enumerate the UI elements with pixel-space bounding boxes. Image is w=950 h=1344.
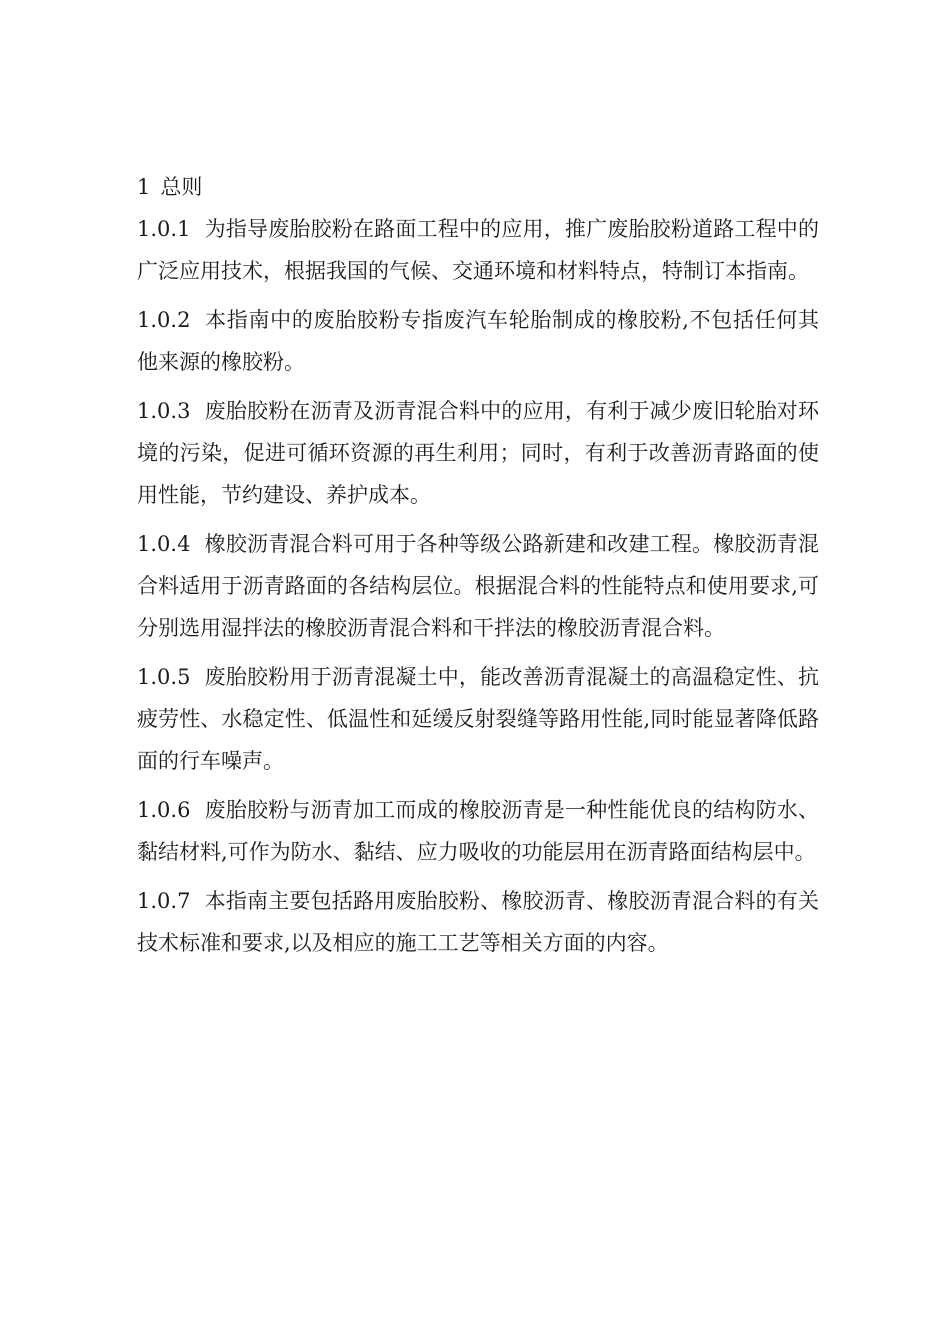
clause-text: 本指南中的废胎胶粉专指废汽车轮胎制成的橡胶粉,不包括任何其他来源的橡胶粉。 (137, 308, 819, 374)
clause-number: 1.0.4 (137, 532, 191, 556)
clause-number: 1.0.3 (137, 399, 191, 423)
clause-number: 1.0.5 (137, 665, 191, 689)
clause-1-0-4 (137, 523, 819, 649)
clause-text: 废胎胶粉与沥青加工而成的橡胶沥青是一种性能优良的结构防水、黏结材料,可作为防水、黏结、应力吸收的功能层用在沥青路面结构层中。 (137, 798, 819, 864)
chapter-number: 1 (137, 175, 151, 199)
clause-1-0-1 (137, 208, 819, 292)
clause-number: 1.0.2 (137, 308, 191, 332)
clause-1-0-6 (137, 789, 819, 873)
clause-number: 1.0.7 (137, 889, 191, 913)
clause-text: 废胎胶粉在沥青及沥青混合料中的应用，有利于减少废旧轮胎对环境的污染，促进可循环资源的再生利用；同时，有利于改善沥青路面的使用性能，节约建设、养护成本。 (137, 399, 819, 507)
document-page (137, 166, 819, 971)
clause-number: 1.0.6 (137, 798, 191, 822)
clause-1-0-3 (137, 390, 819, 516)
chapter-heading (137, 166, 819, 208)
clause-number: 1.0.1 (137, 217, 191, 241)
chapter-title: 总则 (160, 175, 203, 199)
clause-text: 废胎胶粉用于沥青混凝土中，能改善沥青混凝土的高温稳定性、抗疲劳性、水稳定性、低温性和延缓反射裂缝等路用性能,同时能显著降低路面的行车噪声。 (137, 665, 819, 773)
clause-text: 本指南主要包括路用废胎胶粉、橡胶沥青、橡胶沥青混合料的有关技术标准和要求,以及相应的施工工艺等相关方面的内容。 (137, 889, 819, 955)
clause-text: 橡胶沥青混合料可用于各种等级公路新建和改建工程。橡胶沥青混合料适用于沥青路面的各结构层位。根据混合料的性能特点和使用要求,可分别选用湿拌法的橡胶沥青混合料和干拌法的橡胶沥青混合料。 (137, 532, 819, 640)
clause-1-0-7 (137, 880, 819, 964)
clause-text: 为指导废胎胶粉在路面工程中的应用，推广废胎胶粉道路工程中的广泛应用技术，根据我国的气候、交通环境和材料特点，特制订本指南。 (137, 217, 819, 283)
clause-1-0-5 (137, 656, 819, 782)
clause-1-0-2 (137, 299, 819, 383)
